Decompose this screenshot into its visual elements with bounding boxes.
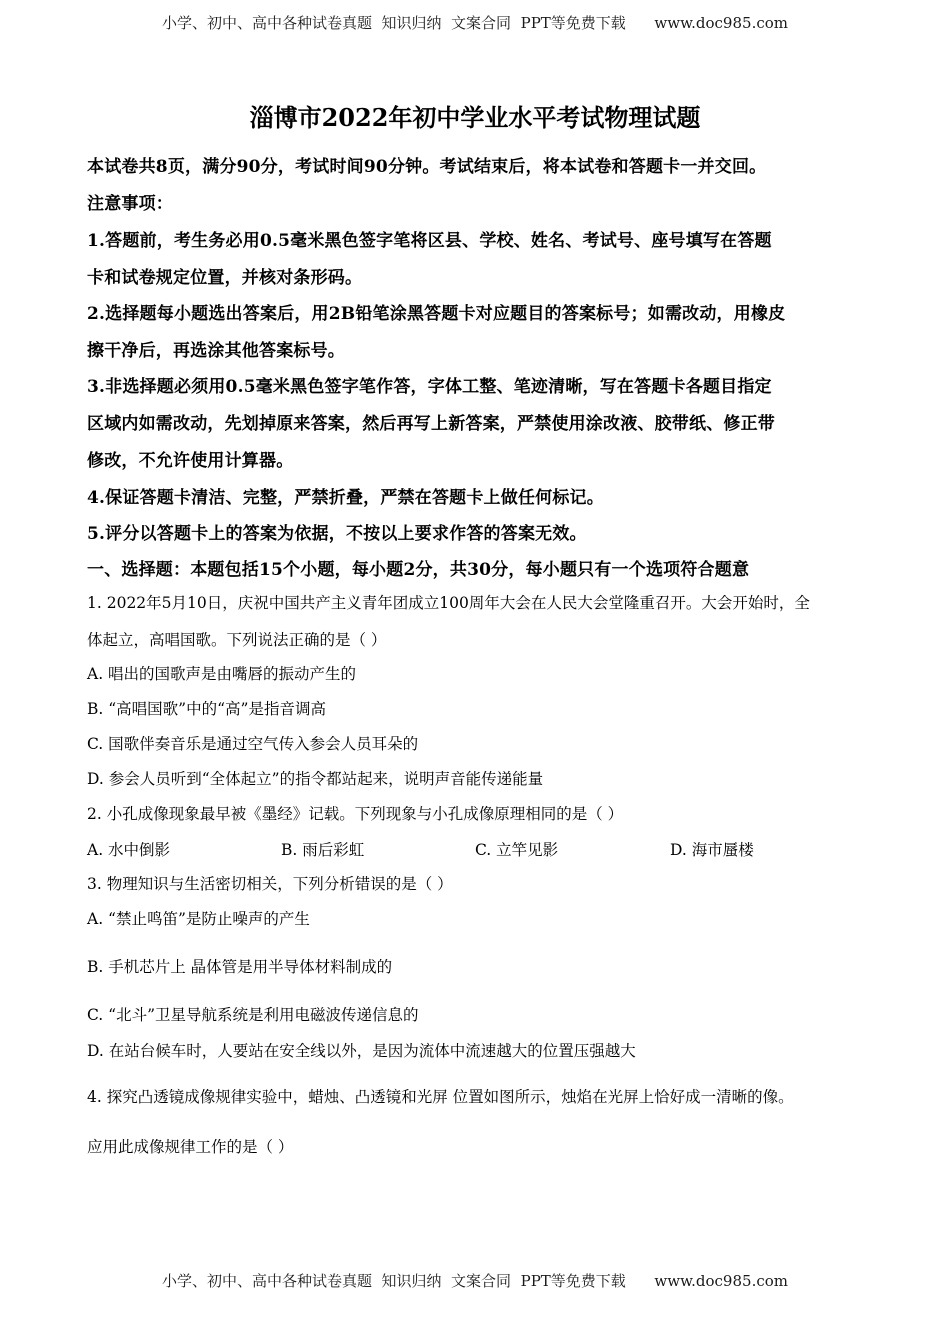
- notice-line: 2.选择题每小题选出答案后，用2B铅笔涂黑答题卡对应题目的答案标号；如需改动，用橡皮: [87, 304, 786, 324]
- page-footer: 小学、初中、高中各种试卷真题 知识归纳 文案合同 PPT等免费下载 www.doc985.com: [161, 1272, 788, 1290]
- question-2-option: B. 雨后彩虹: [281, 841, 365, 859]
- page-title: 淄博市2022年初中学业水平考试物理试题: [249, 103, 701, 132]
- question-1-option: C. 国歌伴奏音乐是通过空气传入参会人员耳朵的: [87, 735, 419, 753]
- question-1-stem: 1. 2022年5月10日，庆祝中国共产主义青年团成立100周年大会在人民大会堂隆重召开。大会开始时，全: [87, 594, 810, 612]
- question-2-stem: 2. 小孔成像现象最早被《墨经》记载。下列现象与小孔成像原理相同的是（ ）: [87, 805, 624, 823]
- notice-line: 卡和试卷规定位置，并核对条形码。: [87, 268, 363, 288]
- question-4-stem: 应用此成像规律工作的是（ ）: [87, 1138, 294, 1156]
- question-3-option: D. 在站台候车时，人要站在安全线以外，是因为流体中流速越大的位置压强越大: [87, 1042, 636, 1060]
- notice-line: 擦干净后，再选涂其他答案标号。: [87, 341, 345, 361]
- question-2-option: D. 海市蜃楼: [670, 841, 754, 859]
- question-4-stem: 4. 探究凸透镜成像规律实验中，蜡烛、凸透镜和光屏 位置如图所示，烛焰在光屏上恰好成一清晰的像。: [87, 1088, 794, 1106]
- question-2-option: C. 立竿见影: [475, 841, 559, 859]
- question-1-option: D. 参会人员听到“全体起立”的指令都站起来，说明声音能传递能量: [87, 770, 544, 788]
- notice-line: 5.评分以答题卡上的答案为依据，不按以上要求作答的答案无效。: [87, 524, 587, 544]
- notice-line: 4.保证答题卡清洁、完整，严禁折叠，严禁在答题卡上做任何标记。: [87, 488, 604, 508]
- notice-line: 区域内如需改动，先划掉原来答案，然后再写上新答案，严禁使用涂改液、胶带纸、修正带: [87, 414, 775, 434]
- question-3-option: C. “北斗”卫星导航系统是利用电磁波传递信息的: [87, 1006, 419, 1024]
- question-1-option: A. 唱出的国歌声是由嘴唇的振动产生的: [87, 665, 357, 683]
- notice-line: 3.非选择题必须用0.5毫米黑色签字笔作答，字体工整、笔迹清晰，写在答题卡各题目指定: [87, 377, 772, 397]
- notice-line: 1.答题前，考生务必用0.5毫米黑色签字笔将区县、学校、姓名、考试号、座号填写在答题: [87, 231, 772, 251]
- section-heading: 一、选择题：本题包括15个小题，每小题2分，共30分，每小题只有一个选项符合题意: [87, 560, 750, 580]
- question-3-stem: 3. 物理知识与生活密切相关，下列分析错误的是（ ）: [87, 875, 453, 893]
- page-header: 小学、初中、高中各种试卷真题 知识归纳 文案合同 PPT等免费下载 www.doc985.com: [161, 14, 788, 32]
- question-1-option: B. “高唱国歌”中的“高”是指音调高: [87, 700, 326, 718]
- exam-intro: 本试卷共8页，满分90分，考试时间90分钟。考试结束后，将本试卷和答题卡一并交回。: [87, 157, 767, 177]
- question-2-option: A. 水中倒影: [87, 841, 171, 859]
- notice-heading: 注意事项：: [87, 194, 173, 214]
- question-3-option: B. 手机芯片上 晶体管是用半导体材料制成的: [87, 958, 393, 976]
- question-1-stem: 体起立，高唱国歌。下列说法正确的是（ ）: [87, 631, 387, 649]
- question-3-option: A. “禁止鸣笛”是防止噪声的产生: [87, 910, 310, 928]
- notice-line: 修改，不允许使用计算器。: [87, 451, 294, 471]
